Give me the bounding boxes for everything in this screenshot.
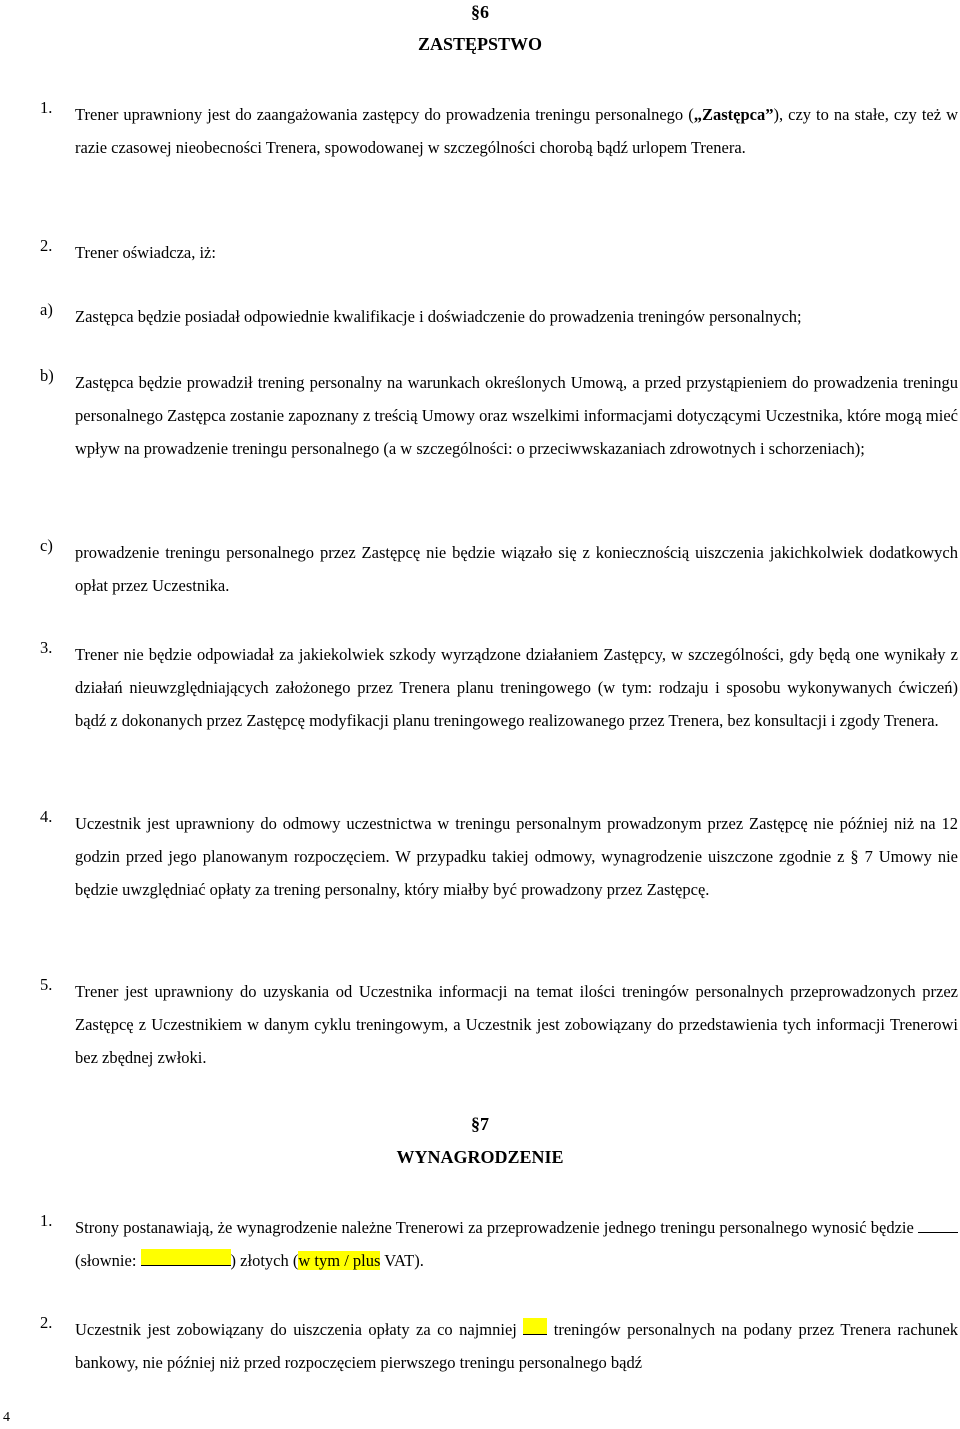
vat-option-highlight: w tym / plus [298, 1251, 381, 1270]
section-6-number: §6 [471, 2, 489, 22]
point-label: a) [40, 300, 53, 319]
point-label: 2. [40, 236, 53, 255]
section-6-point-1: 1. Trener uprawniony jest do zaangażowania zastępcy do prowadzenia treningu personalnego („Zastępca”), czy to na stałe, czy też w razie czasowej nieobecności Trenera, spowodowanej w szczególności chorobą bądź urlopem Trenera. [40, 98, 958, 157]
point-label: 2. [40, 1313, 53, 1332]
point-label: 5. [40, 975, 53, 994]
point-label: 4. [40, 807, 53, 826]
section-7-point-2: 2. Uczestnik jest zobowiązany do uiszczenia opłaty za co najmniej treningów personalnych na podany przez Trenera rachunek bankowy, nie później niż przed rozpoczęciem pierwszego treningu personalnego bądź [40, 1313, 959, 1372]
point-label: c) [40, 536, 53, 555]
section-7-point-1: 1. Strony postanawiają, że wynagrodzenie należne Trenerowi za przeprowadzenie jednego treningu personalnego wynosić będzie (słownie: ) złotych (w tym / plus VAT). [40, 1211, 958, 1277]
section-6-point-3: 3. Trener nie będzie odpowiadał za jakiekolwiek szkody wyrządzone działaniem Zastępcy, w szczególności, gdy będą one wynikały z działań nieuwzględniających założonego przez Trenera planu treningowego (w tym: rodzaju i sposobu wykonywanych ćwiczeń) bądź z dokonanych przez Zastępcę modyfikacji planu treningowego realizowanego przez Trenera, bez konsultacji i zgody Trenera. [40, 638, 958, 730]
section-6-point-2: 2. Trener oświadcza, iż: [40, 236, 216, 262]
section-6-point-4: 4. Uczestnik jest uprawniony do odmowy uczestnictwa w treningu personalnym prowadzonym przez Zastępcę nie później niż na 12 godzin przed jego planowanym rozpoczęciem. W przypadku takiej odmowy, wynagrodzenie uiszczone zgodnie z § 7 Umowy nie będzie uwzględniać opłaty za trening personalny, który miałby być prowadzony przez Zastępcę. [40, 807, 958, 899]
page-number: 4 [3, 1410, 10, 1425]
section-6-point-2c: c) prowadzenie treningu personalnego przez Zastępcę nie będzie wiązało się z koniecznością uiszczenia jakichkolwiek dodatkowych opłat przez Uczestnika. [40, 536, 958, 595]
section-6-point-2a: a) Zastępca będzie posiadał odpowiednie kwalifikacje i doświadczenie do prowadzenia treningów personalnych; [40, 300, 802, 326]
amount-in-words-blank[interactable] [141, 1249, 231, 1266]
point-label: 1. [40, 98, 53, 117]
point-label: 1. [40, 1211, 53, 1230]
section-7-title: WYNAGRODZENIE [396, 1147, 564, 1167]
section-6-title: ZASTĘPSTWO [417, 34, 543, 54]
amount-blank[interactable] [918, 1216, 958, 1233]
section-6-point-5: 5. Trener jest uprawniony do uzyskania od Uczestnika informacji na temat ilości treningów personalnych przeprowadzonych przez Zastępcę z Uczestnikiem w danym cyklu treningowym, a Uczestnik jest zobowiązany do przedstawienia tych informacji Trenerowi bez zbędnej zwłoki. [40, 975, 958, 1067]
section-7-number: §7 [471, 1114, 489, 1134]
point-label: 3. [40, 638, 53, 657]
section-6-point-2b: b) Zastępca będzie prowadził trening personalny na warunkach określonych Umową, a przed przystąpieniem do prowadzenia treningu personalnego Zastępca zostanie zapoznany z treścią Umowy oraz wszelkimi informacjami dotyczącymi Uczestnika, które mogą mieć wpływ na prowadzenie treningu personalnego (a w szczególności: o przeciwwskazaniach zdrowotnych i schorzeniach); [40, 366, 958, 458]
point-label: b) [40, 366, 54, 385]
training-count-blank[interactable] [523, 1318, 547, 1335]
